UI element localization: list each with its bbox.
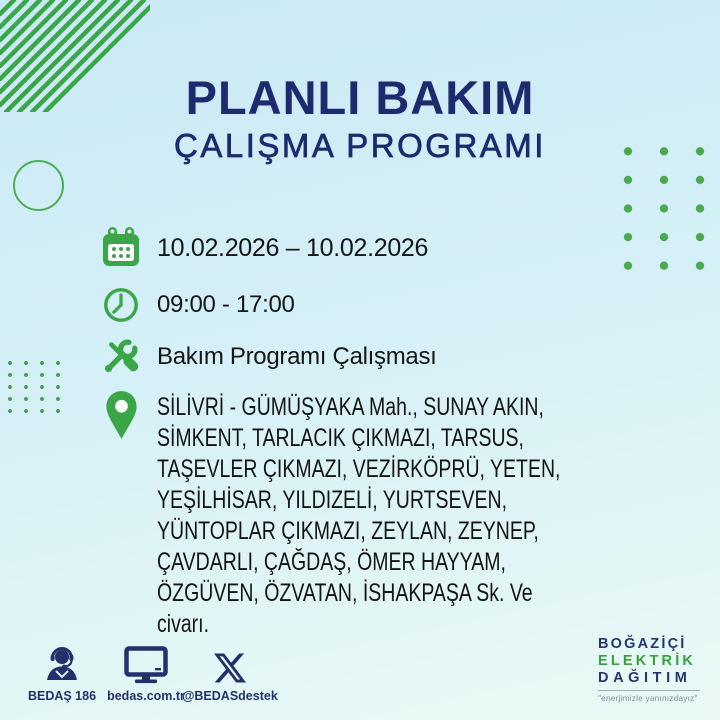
- date-range-value: 10.02.2026 – 10.02.2026: [157, 233, 429, 262]
- contact-call-center-label: BEDAŞ 186: [27, 689, 97, 703]
- tools-icon: [99, 336, 143, 378]
- logo-tagline: "enerjimizle yanınızdayız": [598, 693, 698, 703]
- logo-line-bogazici: BOĞAZİÇİ: [598, 636, 687, 652]
- contact-x-social[interactable]: [182, 644, 278, 703]
- logo-line-dagitim: DAĞITIM: [598, 670, 692, 686]
- footer-contacts: [20, 644, 278, 703]
- company-logo: [598, 636, 700, 703]
- contact-website[interactable]: [104, 644, 188, 703]
- calendar-icon: [99, 226, 143, 270]
- page-title: [0, 72, 720, 168]
- time-range-value: 09:00 - 17:00: [157, 291, 295, 318]
- dot-grid-decoration-left: [2, 357, 66, 417]
- logo-line-elektrik: ELEKTRİK: [598, 653, 697, 669]
- location-pin-icon: [99, 390, 143, 441]
- logo-divider: [598, 690, 700, 691]
- location-value: SİLİVRİ - GÜMÜŞYAKA Mah., SUNAY AKIN, SİMKENT, TARLACIK ÇIKMAZI, TARSUS, TAŞEVLER ÇIKMAZI, VEZİRKÖPRÜ, YETEN, YEŞİLHİSAR, YILDIZELİ, YURTSEVEN, YÜNTOPLAR ÇIKMAZI, ZEYLAN, ZEYNEP, ÇAVDARLI, ÇAĞDAŞ, ÖMER HAYYAM, ÖZGÜVEN, ÖZVATAN, İSHAKPAŞA Sk. Ve civarı.: [157, 393, 561, 638]
- work-type-value: Bakım Programı Çalışması: [157, 343, 437, 370]
- location-row: [99, 390, 699, 640]
- contact-x-social-label: @BEDASdestek: [182, 689, 278, 703]
- title-line-1: PLANLI BAKIM: [185, 71, 535, 124]
- support-agent-icon: [42, 644, 82, 684]
- title-line-2: ÇALIŞMA PROGRAMI: [174, 127, 546, 164]
- contact-call-center[interactable]: [20, 644, 104, 703]
- contact-website-label: bedas.com.tr: [107, 689, 185, 703]
- work-type-row: [99, 336, 699, 378]
- monitor-icon: [124, 644, 168, 684]
- date-row: [99, 226, 699, 270]
- time-row: [99, 286, 699, 324]
- clock-icon: [99, 286, 143, 324]
- schedule-details: [99, 226, 699, 640]
- x-social-icon: [214, 644, 246, 684]
